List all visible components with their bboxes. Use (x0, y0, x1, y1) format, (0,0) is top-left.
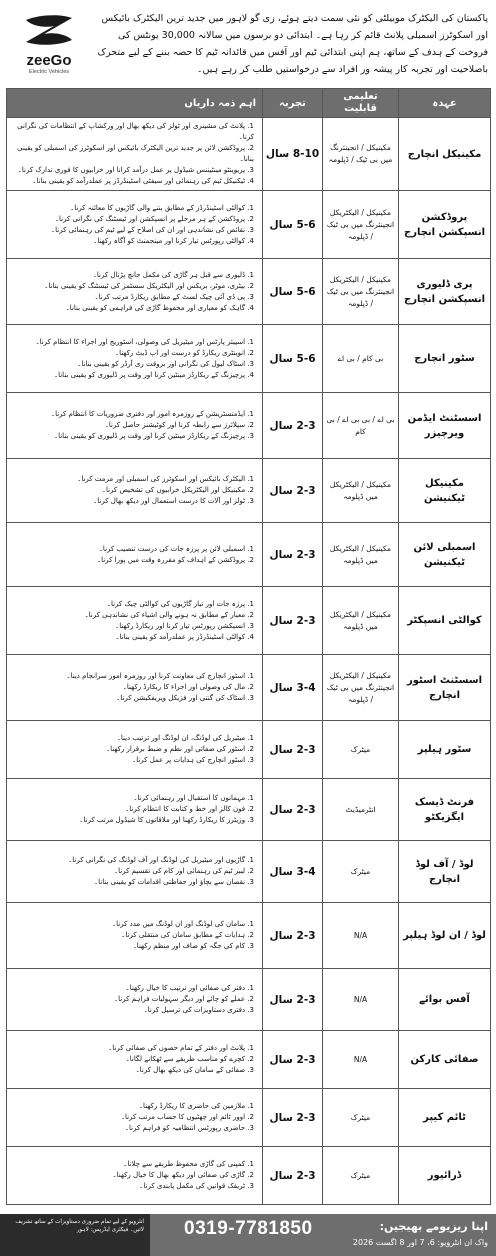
duty-text: اسمبلی لائن پر پرزہ جات کی درست تنصیب کرنا۔ (98, 544, 246, 553)
duty-text: سامان کی لوڈنگ اور ان لوڈنگ میں مدد کرنا۔ (112, 920, 246, 928)
duties-list (13, 203, 256, 247)
duty-text: کچرے کو مناسب طریقے سے ٹھکانے لگانا۔ (125, 1055, 246, 1063)
duty-item (13, 1101, 256, 1112)
brand-logo (14, 8, 84, 78)
duty-number: 1. (245, 794, 254, 802)
job-experience: 3-4 سال (263, 655, 323, 721)
duty-text: نقصان سے بچاؤ اور حفاظتی اقدامات کو یقینی بنانا۔ (94, 878, 246, 886)
duty-number: 1. (245, 410, 254, 418)
job-duties (7, 191, 263, 259)
duty-text: لیبر ٹیم کی رہنمائی اور کام کی تقسیم کرنا۔ (114, 867, 246, 875)
table-header-row (7, 89, 491, 118)
duty-number: 1. (245, 1044, 254, 1052)
brand-name: zeeGo (26, 52, 72, 69)
job-title: ڈرائیور (399, 1147, 491, 1205)
job-qualification: مکینیکل / الیکٹریکل میں ڈپلومہ (323, 523, 399, 587)
duties-list (13, 733, 256, 766)
duty-item (13, 337, 256, 348)
job-qualification: N/A (323, 903, 399, 969)
table-row (7, 393, 491, 459)
job-qualification: میٹرک (323, 1147, 399, 1205)
table-row (7, 191, 491, 259)
table-row (7, 903, 491, 969)
duty-number: 4. (245, 370, 254, 379)
duty-item (13, 744, 256, 755)
job-title: پری ڈلیوری انسپکشن انچارج (399, 259, 491, 325)
duty-number: 2. (245, 144, 254, 152)
duty-text: ٹیکنیکل ٹیم کی رہنمائی اور سیفٹی اسٹینڈرڈز پر عملدرآمد کو یقینی بنانا۔ (32, 177, 246, 185)
job-duties (7, 393, 263, 459)
duty-text: فون کالز اور خط و کتابت کا انتظام کرنا۔ (125, 805, 246, 813)
header-duties: اہم ذمہ داریاں (7, 89, 263, 118)
duty-number: 1. (245, 984, 254, 992)
job-title: آفس بوائے (399, 969, 491, 1031)
job-experience: 2-3 سال (263, 1089, 323, 1147)
duty-item (13, 420, 256, 431)
table-row (7, 1031, 491, 1089)
table-row (7, 721, 491, 779)
duty-item (13, 804, 256, 815)
duty-item (13, 544, 256, 555)
duty-number: 1. (245, 599, 254, 608)
job-qualification: انٹرمیڈیٹ (323, 779, 399, 841)
duty-number: 3. (245, 292, 254, 301)
job-title: پروڈکشن انسپکشن انچارج (399, 191, 491, 259)
table-row (7, 325, 491, 393)
duty-text: انوینٹری ریکارڈ کو درست اور اپ ڈیٹ رکھنا۔ (115, 348, 246, 357)
duty-number: 3. (245, 756, 254, 764)
duty-item (13, 1054, 256, 1065)
duty-item (13, 855, 256, 866)
duty-item (13, 1005, 256, 1016)
duty-number: 1. (245, 270, 254, 279)
duty-text: عملے کو چائے اور دیگر سہولیات فراہم کرنا۔ (114, 995, 246, 1003)
duty-item (13, 203, 256, 214)
duties-list (13, 855, 256, 888)
duty-number: 3. (245, 166, 254, 174)
zeego-z-swoosh-logo-icon (22, 12, 76, 48)
duty-text: ڈلیوری سے قبل ہر گاڑی کی مکمل جانچ پڑتال کرنا۔ (92, 270, 246, 279)
job-qualification: بی اے / بی بی اے / بی کام (323, 393, 399, 459)
duty-text: پرزہ جات اور تیار گاڑیوں کی کوالٹی چیک کرنا۔ (106, 599, 246, 608)
duty-text: ملازمین کی حاضری کا ریکارڈ رکھنا۔ (138, 1102, 246, 1110)
footer-address: انٹرویو کے لیے تمام ضروری دستاویزات کے ساتھ تشریف لائیں۔ فیکٹری ایڈریس: لاہور (0, 1214, 150, 1256)
duty-item (13, 281, 256, 292)
duty-item (13, 555, 256, 566)
duty-item (13, 1065, 256, 1076)
job-title: صفائی کارکن (399, 1031, 491, 1089)
duty-text: اسٹور انچارج کی معاونت کرنا اور روزمرہ امور سرانجام دینا۔ (66, 672, 246, 680)
duty-item (13, 214, 256, 225)
duty-item (13, 409, 256, 420)
duty-number: 3. (245, 694, 254, 702)
job-qualification: مکینیکل / الیکٹریکل میں ڈپلومہ (323, 587, 399, 655)
duty-text: ایڈمنسٹریشن کے روزمرہ امور اور دفتری ضروریات کا انتظام کرنا۔ (50, 410, 246, 418)
footer-contact (150, 1214, 496, 1256)
duty-number: 4. (245, 303, 254, 312)
job-title: سٹور ہیلپر (399, 721, 491, 779)
job-experience: 5-6 سال (263, 325, 323, 393)
duty-text: پرچیزنگ کے ریکارڈز مینٹین کرنا اور وقت پر ڈلیوری کو یقینی بنانا۔ (54, 432, 246, 440)
footer-phone[interactable]: 0319-7781850 (184, 1218, 313, 1239)
duties-list (13, 599, 256, 643)
duty-number: 1. (245, 734, 254, 742)
duty-number: 3. (245, 1066, 254, 1074)
duty-text: ٹولز اور آلات کا درست استعمال اور دیکھ بھال کرنا۔ (93, 497, 246, 505)
duty-item (13, 225, 256, 236)
duty-item (13, 682, 256, 693)
job-qualification: بی کام / بی اے (323, 325, 399, 393)
duty-text: پی ڈی آئی چیک لسٹ کے مطابق ریکارڈ مرتب کرنا۔ (94, 292, 246, 301)
duty-text: سپلائرز سے رابطہ کرنا اور کوٹیشنز حاصل کرنا۔ (104, 421, 246, 429)
job-duties (7, 118, 263, 191)
duty-number: 2. (245, 486, 254, 494)
duties-list (13, 983, 256, 1016)
job-experience: 8-10 سال (263, 118, 323, 191)
job-experience: 5-6 سال (263, 259, 323, 325)
duty-number: 2. (245, 931, 254, 939)
duty-item (13, 1112, 256, 1123)
job-title: مکینیکل ٹیکنیشن (399, 459, 491, 523)
duty-number: 3. (245, 497, 254, 505)
job-qualification: N/A (323, 1031, 399, 1089)
duties-list (13, 544, 256, 566)
jobs-table (6, 88, 491, 1205)
duties-list (13, 409, 256, 442)
duty-number: 2. (245, 745, 254, 753)
duty-number: 1. (245, 544, 254, 553)
footer-cta: اپنا ریزیومے بھیجیں: (379, 1220, 488, 1233)
duty-item (13, 1159, 256, 1170)
duty-item (13, 671, 256, 682)
duties-list (13, 474, 256, 507)
job-duties (7, 655, 263, 721)
table-row (7, 841, 491, 903)
table-body (7, 118, 491, 1205)
duties-list (13, 1101, 256, 1134)
duty-text: الیکٹرک بائیکس اور اسکوٹرز کی اسمبلی اور مرمت کرنا۔ (77, 475, 246, 483)
duty-item (13, 621, 256, 632)
job-experience: 2-3 سال (263, 459, 323, 523)
job-title: اسسٹنٹ ایڈمن ویرچیزر (399, 393, 491, 459)
duty-item (13, 941, 256, 952)
duty-number: 3. (245, 359, 254, 368)
duty-number: 3. (245, 942, 254, 950)
duty-number: 1. (245, 1102, 254, 1110)
duty-item (13, 496, 256, 507)
job-duties (7, 721, 263, 779)
duties-list (13, 121, 256, 187)
duty-number: 3. (245, 1182, 254, 1190)
job-title: لوڈ / آف لوڈ انچارج (399, 841, 491, 903)
duty-text: میٹیریل کی لوڈنگ، ان لوڈنگ اور ترتیب دینا۔ (116, 734, 246, 742)
job-duties (7, 587, 263, 655)
duty-item (13, 474, 256, 485)
table-row (7, 655, 491, 721)
duty-text: مال کی وصولی اور اجراء کا ریکارڈ رکھنا۔ (122, 683, 246, 691)
job-duties (7, 259, 263, 325)
job-title: فرنٹ ڈیسک ایگزیکٹو (399, 779, 491, 841)
job-experience: 2-3 سال (263, 903, 323, 969)
duty-item (13, 693, 256, 704)
duty-number: 1. (245, 920, 254, 928)
duty-number: 2. (245, 1171, 254, 1179)
duty-number: 2. (245, 683, 254, 691)
header-experience: تجربہ (263, 89, 323, 118)
duty-text: اسٹور کی صفائی اور نظم و ضبط برقرار رکھنا۔ (106, 745, 246, 753)
duty-item (13, 755, 256, 766)
duty-number: 3. (245, 432, 254, 440)
footer-interview-note: واک ان انٹرویو: 6، 7 اور 8 اگست 2026 (352, 1238, 488, 1247)
duty-text: اسٹاک لیول کی نگرانی اور بروقت ری آرڈر کو یقینی بنانا۔ (77, 359, 246, 368)
job-experience: 2-3 سال (263, 587, 323, 655)
duty-text: ٹریفک قوانین کی مکمل پابندی کرنا۔ (139, 1182, 246, 1190)
job-duties (7, 841, 263, 903)
table-row (7, 779, 491, 841)
header-title: عہدہ (399, 89, 491, 118)
duty-text: بیٹری، موٹر، بریکس اور الیکٹریکل سسٹمز کی ٹیسٹنگ کو یقینی بنانا۔ (44, 281, 246, 290)
duties-list (13, 1159, 256, 1192)
duties-list (13, 337, 256, 381)
job-qualification: میٹرک (323, 721, 399, 779)
job-experience: 2-3 سال (263, 721, 323, 779)
duty-text: معیار کے مطابق نہ ہونے والی اشیاء کی نشاندہی کرنا۔ (84, 610, 246, 619)
duty-item (13, 815, 256, 826)
duty-number: 1. (245, 856, 254, 864)
duty-text: پلانٹ اور دفتر کے تمام حصوں کی صفائی کرنا۔ (108, 1044, 246, 1052)
duty-text: گاہک کو معیاری اور محفوظ گاڑی کی فراہمی کو یقینی بنانا۔ (65, 303, 246, 312)
job-experience: 2-3 سال (263, 1147, 323, 1205)
job-title: مکینیکل انچارج (399, 118, 491, 191)
duty-number: 4. (245, 236, 254, 245)
job-experience: 5-6 سال (263, 191, 323, 259)
duty-text: کام کی جگہ کو صاف اور منظم رکھنا۔ (132, 942, 246, 950)
table-row (7, 118, 491, 191)
duty-item (13, 176, 256, 187)
job-qualification: میٹرک (323, 1089, 399, 1147)
job-duties (7, 779, 263, 841)
duties-list (13, 1043, 256, 1076)
duty-number: 1. (245, 122, 254, 130)
duty-text: پروڈکشن کے ہر مرحلے پر انسپکشن اور ٹیسٹنگ کی نگرانی کرنا۔ (54, 214, 246, 223)
duty-item (13, 143, 256, 165)
job-experience: 3-4 سال (263, 841, 323, 903)
table-row (7, 587, 491, 655)
job-qualification: میٹرک (323, 841, 399, 903)
job-qualification: N/A (323, 969, 399, 1031)
duty-text: صفائی کے سامان کی دیکھ بھال کرنا۔ (135, 1066, 246, 1074)
duty-text: حاضری رپورٹس انتظامیہ کو فراہم کرنا۔ (124, 1124, 246, 1132)
duty-number: 4. (245, 632, 254, 641)
table-row (7, 459, 491, 523)
duty-item (13, 121, 256, 143)
duty-text: پلانٹ کی مشینری اور ٹولز کی دیکھ بھال اور ورکشاپ کے انتظامات کی نگرانی کرنا۔ (17, 122, 254, 141)
duty-number: 2. (245, 1055, 254, 1063)
duty-number: 2. (245, 421, 254, 429)
duty-item (13, 270, 256, 281)
duty-item (13, 599, 256, 610)
duty-number: 2. (245, 281, 254, 290)
duty-item (13, 303, 256, 314)
duty-item (13, 359, 256, 370)
duty-item (13, 983, 256, 994)
duty-item (13, 866, 256, 877)
job-title: سٹور انچارج (399, 325, 491, 393)
duty-number: 1. (245, 475, 254, 483)
duty-item (13, 348, 256, 359)
job-duties (7, 523, 263, 587)
job-duties (7, 903, 263, 969)
job-title: ٹائم کیپر (399, 1089, 491, 1147)
duty-item (13, 485, 256, 496)
job-title: لوڈ / ان لوڈ ہیلپر (399, 903, 491, 969)
duties-list (13, 793, 256, 826)
job-experience: 2-3 سال (263, 1031, 323, 1089)
duty-number: 2. (245, 348, 254, 357)
duty-number: 1. (245, 672, 254, 680)
duty-item (13, 793, 256, 804)
duty-text: وزیٹرز کا ریکارڈ رکھنا اور ملاقاتوں کا شیڈول مرتب کرنا۔ (79, 816, 246, 824)
job-title: کوالٹی انسپکٹر (399, 587, 491, 655)
duty-text: مکینیکل اور الیکٹریکل خرابیوں کی تشخیص کرنا۔ (101, 486, 246, 494)
job-experience: 2-3 سال (263, 779, 323, 841)
duty-item (13, 994, 256, 1005)
header (0, 0, 496, 88)
duty-number: 2. (245, 214, 254, 223)
duty-number: 2. (245, 555, 254, 564)
duties-list (13, 270, 256, 314)
duty-number: 3. (245, 878, 254, 886)
duties-list (13, 919, 256, 952)
duty-text: انسپکشن رپورٹس تیار کرنا اور ریکارڈ رکھنا۔ (115, 621, 246, 630)
duty-number: 1. (245, 1160, 254, 1168)
table-row (7, 259, 491, 325)
duties-list (13, 671, 256, 704)
job-title: اسمبلی لائن ٹیکنیشن (399, 523, 491, 587)
duty-text: اسٹاک کی گنتی اور فزیکل ویریفکیشن کرنا۔ (116, 694, 246, 702)
duty-item (13, 292, 256, 303)
duty-item (13, 877, 256, 888)
duty-number: 2. (245, 1113, 254, 1121)
job-duties (7, 1147, 263, 1205)
duty-text: مہمانوں کا استقبال اور رہنمائی کرنا۔ (133, 794, 246, 802)
duty-item (13, 1181, 256, 1192)
duty-number: 4. (245, 177, 254, 185)
duty-number: 3. (245, 1006, 254, 1014)
job-duties (7, 459, 263, 523)
duty-item (13, 1043, 256, 1054)
duty-item (13, 1123, 256, 1134)
duty-text: گاڑیوں اور میٹیریل کی لوڈنگ اور آف لوڈنگ کی نگرانی کرنا۔ (68, 856, 246, 864)
duty-text: دفتری دستاویزات کی ترسیل کرنا۔ (143, 1006, 246, 1014)
duty-text: کوالٹی اسٹینڈرڈز کے مطابق بننے والی گاڑیوں کا معائنہ کرنا۔ (70, 203, 246, 212)
footer (0, 1214, 496, 1256)
job-experience: 2-3 سال (263, 969, 323, 1031)
duty-text: نقائص کی نشاندہی اور ان کی اصلاح کے لیے ٹیم کی رہنمائی کرنا۔ (51, 225, 246, 234)
job-qualification: مکینیکل / الیکٹریکل انجینئرنگ میں بی ٹیک / ڈپلومہ (323, 259, 399, 325)
duty-text: اسپیئر پارٹس اور میٹیریل کی وصولی، اسٹوریج اور اجراء کا انتظام کرنا۔ (35, 337, 246, 346)
duty-number: 3. (245, 225, 254, 234)
duty-number: 3. (245, 621, 254, 630)
duty-text: پروڈکشن لائن پر جدید ترین الیکٹرک بائیکس اور اسکوٹرز کی اسمبلی کو یقینی بنانا۔ (17, 144, 254, 163)
duty-text: گاڑی کی صفائی اور دیکھ بھال کا خیال رکھنا۔ (112, 1171, 246, 1179)
job-qualification: مکینیکل / انجینئرنگ میں بی ٹیک / ڈپلومہ (323, 118, 399, 191)
duty-number: 1. (245, 337, 254, 346)
duty-number: 1. (245, 203, 254, 212)
table-row (7, 969, 491, 1031)
job-duties (7, 325, 263, 393)
duty-item (13, 610, 256, 621)
table-row (7, 523, 491, 587)
duty-text: اسٹور انچارج کی ہدایات پر عمل کرنا۔ (132, 756, 246, 764)
duty-item (13, 733, 256, 744)
job-experience: 2-3 سال (263, 523, 323, 587)
duty-number: 3. (245, 1124, 254, 1132)
duty-text: اوور ٹائم اور چھٹیوں کا حساب مرتب کرنا۔ (120, 1113, 246, 1121)
duty-text: پروڈکشن کے اہداف کو مقررہ وقت میں پورا کرنا۔ (97, 555, 246, 564)
job-duties (7, 1031, 263, 1089)
duty-text: دفتر کی صفائی اور ترتیب کا خیال رکھنا۔ (125, 984, 246, 992)
duty-number: 3. (245, 816, 254, 824)
table-row (7, 1089, 491, 1147)
intro-paragraph: پاکستان کی الیکٹرک موبیلٹی کو نئی سمت دیتے ہوئے، زی گو لاہور میں جدید ترین الیکٹرک بائیکس اور اسکوٹرز اسمبلی پلانٹ قائم کر رہا ہے۔ ابتدائی دو برسوں میں سالانہ 30,000 یونٹس کی فروخت کے ہدف کے ساتھ، ہم اپنی ابتدائی ٹیم اور آفس میں قائدانہ ٹیم کا حصہ بننے کے لیے متحرک باصلاحیت اور تجربہ کار پیشہ ور افراد سے درخواستیں طلب کر رہے ہیں۔ (97, 13, 488, 75)
job-duties (7, 1089, 263, 1147)
duty-text: کوالٹی رپورٹس تیار کرنا اور مینجمنٹ کو آگاہ رکھنا۔ (93, 236, 246, 245)
duty-number: 2. (245, 610, 254, 619)
duty-item (13, 1170, 256, 1181)
job-experience: 2-3 سال (263, 393, 323, 459)
duty-item (13, 370, 256, 381)
duty-text: پرچیزنگ کے ریکارڈز مینٹین کرنا اور وقت پر ڈلیوری کو یقینی بنانا۔ (54, 370, 246, 379)
duty-item (13, 919, 256, 930)
duty-item (13, 930, 256, 941)
duty-item (13, 431, 256, 442)
brand-tagline: Electric Vehicles (28, 69, 70, 75)
duty-item (13, 632, 256, 643)
duty-text: ہدایات کے مطابق سامان کی منتقلی کرنا۔ (121, 931, 246, 939)
job-qualification: مکینیکل / الیکٹریکل میں ڈپلومہ (323, 459, 399, 523)
duty-text: پریوینٹو مینٹیننس شیڈول پر عمل درآمد کرانا اور خرابیوں کا فوری تدارک کرنا۔ (17, 166, 246, 174)
duty-number: 2. (245, 995, 254, 1003)
job-qualification: مکینیکل / الیکٹریکل انجینئرنگ میں بی ٹیک / ڈپلومہ (323, 191, 399, 259)
job-qualification: مکینیکل / الیکٹریکل انجینئرنگ میں بی ٹیک / ڈپلومہ (323, 655, 399, 721)
duty-item (13, 236, 256, 247)
header-qualification: تعلیمی قابلیت (323, 89, 399, 118)
duty-text: کمپنی کی گاڑی محفوظ طریقے سے چلانا۔ (123, 1160, 246, 1168)
job-duties (7, 969, 263, 1031)
duty-text: کوالٹی اسٹینڈرڈز پر عملدرآمد کو یقینی بنانا۔ (115, 632, 246, 641)
table-row (7, 1147, 491, 1205)
duty-number: 2. (245, 867, 254, 875)
duty-number: 2. (245, 805, 254, 813)
job-title: اسسٹنٹ اسٹور انچارج (399, 655, 491, 721)
duty-item (13, 165, 256, 176)
